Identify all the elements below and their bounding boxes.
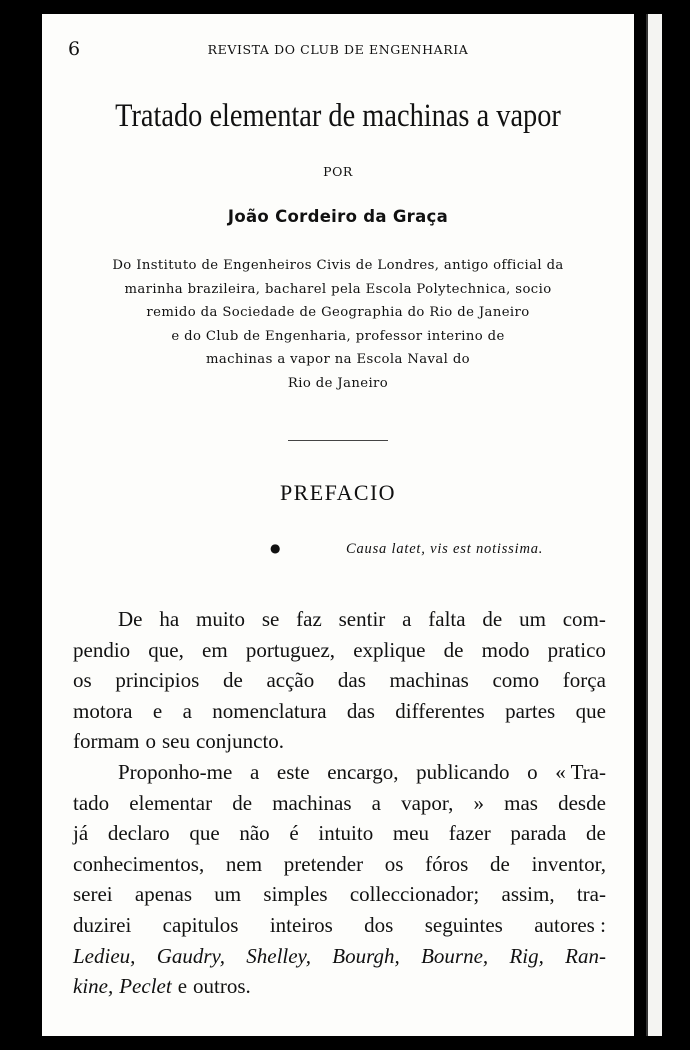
word: o — [527, 759, 538, 784]
text-line — [73, 604, 606, 635]
word: meu — [392, 821, 430, 846]
word: nomenclatura — [212, 698, 327, 723]
word: Ledieu, — [73, 943, 136, 968]
page-header — [42, 38, 634, 60]
word: Rig, — [509, 943, 544, 968]
word: dos — [364, 912, 394, 937]
word: já — [73, 821, 89, 846]
word: inventor, — [531, 851, 606, 876]
credentials-line: marinha brazileira, bacharel pela Escola Polytechnica, socio — [124, 281, 552, 297]
word: que, — [148, 637, 184, 662]
word: de — [232, 790, 253, 815]
word: a — [249, 759, 260, 784]
word: fóros — [425, 851, 469, 876]
word: explique — [353, 637, 426, 662]
word: fazer — [448, 821, 491, 846]
word: de — [443, 637, 464, 662]
word: serei — [73, 882, 113, 907]
word: desde — [558, 790, 606, 815]
word: falta — [428, 607, 466, 631]
word: vapor, — [401, 790, 454, 815]
text-line — [73, 910, 606, 941]
word: em — [202, 637, 228, 662]
word: que — [189, 821, 220, 846]
word: sentir — [338, 607, 386, 631]
credentials-line: Do Instituto de Engenheiros Civis de Londres, antigo official da — [112, 258, 564, 273]
text-line — [73, 635, 606, 666]
word: os — [384, 851, 404, 876]
word: de — [222, 668, 243, 693]
word: o — [145, 729, 156, 754]
word: das — [346, 698, 375, 723]
word: machinas — [272, 790, 352, 815]
word: seguintes — [424, 912, 503, 937]
word: encargo, — [327, 759, 399, 784]
word: e — [152, 698, 163, 723]
word: de — [482, 607, 503, 631]
word: parada — [510, 821, 567, 846]
word: conjuncto. — [195, 729, 285, 754]
word: ha — [159, 607, 180, 631]
credentials-line: e do Club de Engenharia, professor interino de — [171, 328, 505, 344]
word: intuito — [318, 821, 374, 846]
word: outros. — [193, 974, 251, 999]
word: principios — [115, 668, 200, 693]
text-line — [73, 941, 606, 972]
author-name: João Cordeiro da Graça — [227, 207, 449, 226]
text-line — [73, 879, 606, 910]
word: Proponho-me — [118, 759, 233, 784]
word: differentes — [395, 698, 485, 723]
section-title: PREFACIO — [280, 480, 396, 505]
text-line — [73, 757, 606, 788]
word: Shelley, — [246, 943, 311, 968]
preface-body — [73, 604, 606, 1002]
word: seu — [161, 729, 190, 754]
word: autores : — [534, 912, 606, 937]
word: é — [289, 821, 299, 846]
word: Bourgh, — [332, 943, 400, 968]
word: um — [519, 607, 546, 631]
word: Gaudry, — [156, 943, 225, 968]
word: de — [490, 851, 510, 876]
word: acçãо — [266, 668, 315, 693]
running-title: REVISTA DO CLUB DE ENGENHARIA — [207, 42, 469, 57]
word: De — [118, 607, 143, 631]
word: inteiros — [269, 912, 333, 937]
word: mas — [504, 790, 538, 815]
word: tado — [73, 790, 110, 815]
word: simples — [263, 882, 328, 907]
word: partes — [505, 698, 556, 723]
adjacent-page-edge — [646, 14, 662, 1036]
word: os — [73, 668, 92, 693]
word: se — [261, 607, 280, 631]
word: e — [177, 974, 188, 999]
text-line — [73, 788, 606, 819]
word: com- — [562, 607, 606, 631]
text-line — [73, 665, 606, 696]
text-line — [73, 818, 606, 849]
word: apenas — [134, 882, 193, 907]
word: elementar — [129, 790, 213, 815]
text-line — [73, 971, 606, 1002]
word: portuguez, — [245, 637, 336, 662]
word: nem — [225, 851, 263, 876]
word: de — [586, 821, 606, 846]
word: colleccionador; — [349, 882, 480, 907]
word: a — [182, 698, 192, 723]
word: pretender — [283, 851, 364, 876]
word: que — [575, 698, 606, 723]
word: kine, — [73, 974, 114, 999]
word: a — [402, 607, 412, 631]
word: assim, — [501, 882, 555, 907]
word: motora — [73, 698, 133, 723]
word: força — [562, 668, 606, 693]
credentials-line: remido da Sociedade de Geographia do Rio de Janeiro — [146, 305, 530, 320]
word: publicando — [416, 759, 510, 784]
text-line — [73, 696, 606, 727]
word: declaro — [107, 821, 170, 846]
word: Ran- — [565, 943, 606, 968]
page-number: 6 — [68, 38, 81, 60]
epigraph: Causa latet, vis est notissima. — [346, 541, 544, 557]
word: a — [371, 790, 381, 815]
word: das — [337, 668, 366, 693]
word: não — [239, 821, 270, 846]
word: este — [276, 759, 310, 784]
word: « Tra- — [555, 759, 606, 784]
word: um — [214, 882, 242, 907]
word: capitulos — [162, 912, 239, 937]
word: duzirei — [73, 912, 132, 937]
word: pratico — [547, 637, 606, 662]
credentials-line: machinas a vapor na Escola Naval do — [205, 352, 471, 367]
text-line — [73, 726, 606, 757]
bullet-mark: ● — [270, 541, 281, 555]
word: muito — [195, 607, 245, 631]
author-credentials — [48, 254, 628, 395]
by-line: POR — [323, 164, 353, 179]
word: Peclet — [119, 974, 172, 999]
word: pendio — [73, 637, 131, 662]
word: machinas — [389, 668, 469, 693]
text-line — [73, 849, 606, 880]
credentials-line: Rio de Janeiro — [287, 375, 389, 391]
section-divider — [288, 440, 388, 441]
word: Bourne, — [421, 943, 489, 968]
word: tra- — [576, 882, 606, 907]
book-page — [42, 14, 634, 1036]
word: como — [492, 668, 540, 693]
word: conhecimentos, — [73, 851, 205, 876]
word: » — [473, 790, 484, 815]
article-title: Tratado elementar de machinas a vapor — [115, 98, 561, 134]
word: modo — [481, 637, 530, 662]
word: faz — [296, 607, 322, 631]
word: formam — [73, 729, 140, 754]
